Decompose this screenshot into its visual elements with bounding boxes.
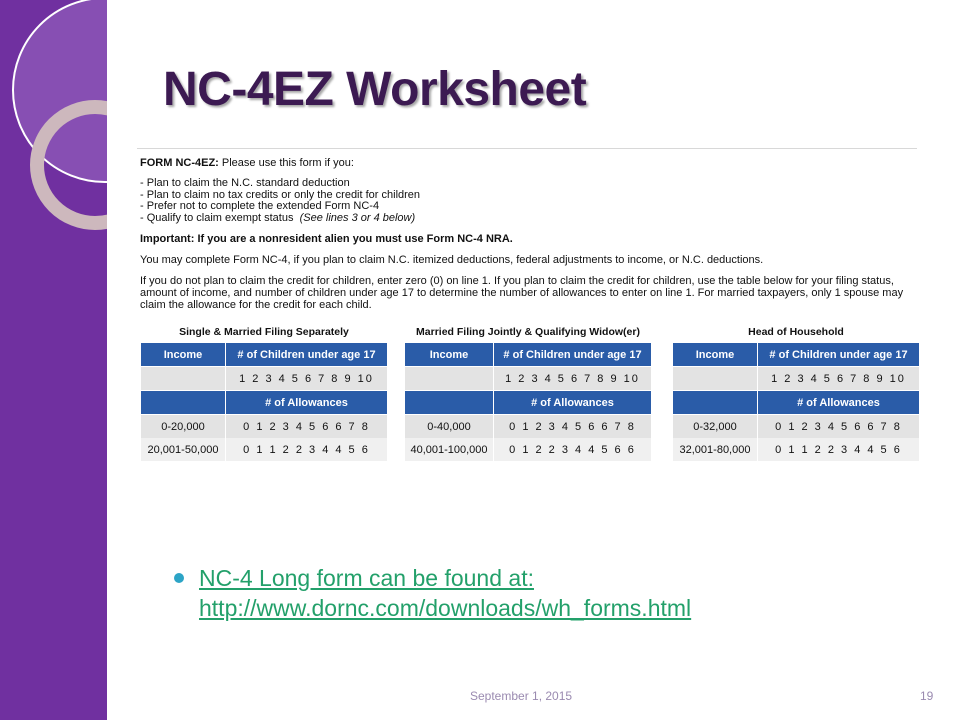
column-header-children: # of Children under age 17	[758, 343, 920, 367]
allowance-values: 0 1 2 3 4 5 6 6 7 8	[226, 415, 388, 439]
table-row	[141, 438, 388, 461]
form-condition-text: Prefer not to complete the extended Form NC-4	[146, 200, 380, 212]
form-top-rule	[137, 148, 917, 149]
allowance-values: 0 1 2 3 4 5 6 6 7 8	[758, 415, 920, 439]
nc4ez-form-excerpt	[137, 148, 917, 463]
form-exempt-note: (See lines 3 or 4 below)	[299, 211, 416, 224]
table-row	[673, 415, 920, 439]
table-header-row	[673, 343, 920, 367]
allowances-header-row	[141, 391, 388, 415]
column-header-children: # of Children under age 17	[494, 343, 652, 367]
allowances-header-row	[673, 391, 920, 415]
allowance-table-single	[140, 326, 388, 461]
form-condition-text: Qualify to claim exempt status	[146, 211, 294, 224]
column-header-income: Income	[405, 343, 494, 367]
allowance-values: 0 1 2 2 3 4 4 5 6 6	[494, 438, 652, 461]
children-count-row	[405, 367, 652, 391]
allowances-header: # of Allowances	[758, 391, 920, 415]
children-count-row	[673, 367, 920, 391]
income-range: 40,001-100,000	[405, 438, 494, 461]
slide-title: NC-4EZ Worksheet	[163, 63, 587, 116]
column-header-income: Income	[141, 343, 226, 367]
allowance-values: 0 1 2 3 4 5 6 6 7 8	[494, 415, 652, 439]
form-condition-text: Plan to claim the N.C. standard deduction	[146, 177, 350, 189]
empty-cell	[673, 367, 758, 391]
allowance-table	[404, 342, 652, 461]
table-title: Married Filing Jointly & Qualifying Widow(er)	[416, 326, 640, 338]
table-row	[405, 438, 652, 461]
column-header-children: # of Children under age 17	[226, 343, 388, 367]
form-intro-label: FORM NC-4EZ:	[140, 157, 219, 169]
slide-page-number: 19	[920, 689, 934, 703]
table-title: Head of Household	[748, 326, 844, 338]
form-conditions-list	[140, 178, 917, 224]
empty-cell	[405, 367, 494, 391]
income-range: 32,001-80,000	[673, 438, 758, 461]
form-itemized-note: You may complete Form NC-4, if you plan to claim N.C. itemized deductions, federal adjustments to income, or N.C. deductions.	[140, 254, 764, 266]
bullet-text	[199, 563, 691, 623]
form-condition-text: Plan to claim no tax credits or only the credit for children	[146, 188, 421, 201]
footer-date: September 1, 2015	[470, 689, 573, 703]
table-row	[673, 438, 920, 461]
allowances-header: # of Allowances	[494, 391, 652, 415]
empty-cell	[141, 367, 226, 391]
table-row	[141, 415, 388, 439]
empty-header-cell	[673, 391, 758, 415]
form-condition-item	[140, 213, 917, 225]
empty-header-cell	[141, 391, 226, 415]
allowance-table	[672, 342, 920, 461]
table-header-row	[141, 343, 388, 367]
allowance-table	[140, 342, 388, 461]
form-important-note	[140, 233, 917, 245]
form-intro-text: Please use this form if you:	[221, 157, 354, 169]
children-counts: 1 2 3 4 5 6 7 8 9 10	[226, 367, 388, 391]
bullet-dot-icon	[174, 573, 184, 583]
sidebar-circles-decoration	[0, 0, 107, 720]
nc4-long-form-url-link[interactable]: http://www.dornc.com/downloads/wh_forms.html	[199, 595, 692, 621]
allowance-values: 0 1 1 2 2 3 4 4 5 6	[226, 438, 388, 461]
allowances-header-row	[405, 391, 652, 415]
decorative-sidebar	[0, 0, 107, 720]
income-range: 0-20,000	[141, 415, 226, 439]
form-intro	[140, 157, 917, 169]
table-row	[405, 415, 652, 439]
income-range: 0-40,000	[405, 415, 494, 439]
children-counts: 1 2 3 4 5 6 7 8 9 10	[494, 367, 652, 391]
income-range: 20,001-50,000	[141, 438, 226, 461]
allowance-values: 0 1 1 2 2 3 4 4 5 6	[758, 438, 920, 461]
nc4-long-form-link-text[interactable]: NC-4 Long form can be found at:	[199, 565, 534, 591]
table-header-row	[405, 343, 652, 367]
children-counts: 1 2 3 4 5 6 7 8 9 10	[758, 367, 920, 391]
form-children-note: If you do not plan to claim the credit for children, enter zero (0) on line 1. If you plan to claim the credit for children, use the table below for your filing status, amount of income, and number of children under age 17 to determine the number of allowances to enter on line 1. For married taxpayers, only 1 spouse may claim the allowance for the credit for each child.	[140, 275, 904, 311]
empty-header-cell	[405, 391, 494, 415]
children-count-row	[141, 367, 388, 391]
allowance-table-married-joint	[404, 326, 652, 461]
table-title: Single & Married Filing Separately	[179, 326, 349, 338]
allowance-table-head-of-household	[672, 326, 920, 461]
column-header-income: Income	[673, 343, 758, 367]
form-important-text: Important: If you are a nonresident alien you must use Form NC-4 NRA.	[140, 233, 513, 245]
income-range: 0-32,000	[673, 415, 758, 439]
allowances-header: # of Allowances	[226, 391, 388, 415]
